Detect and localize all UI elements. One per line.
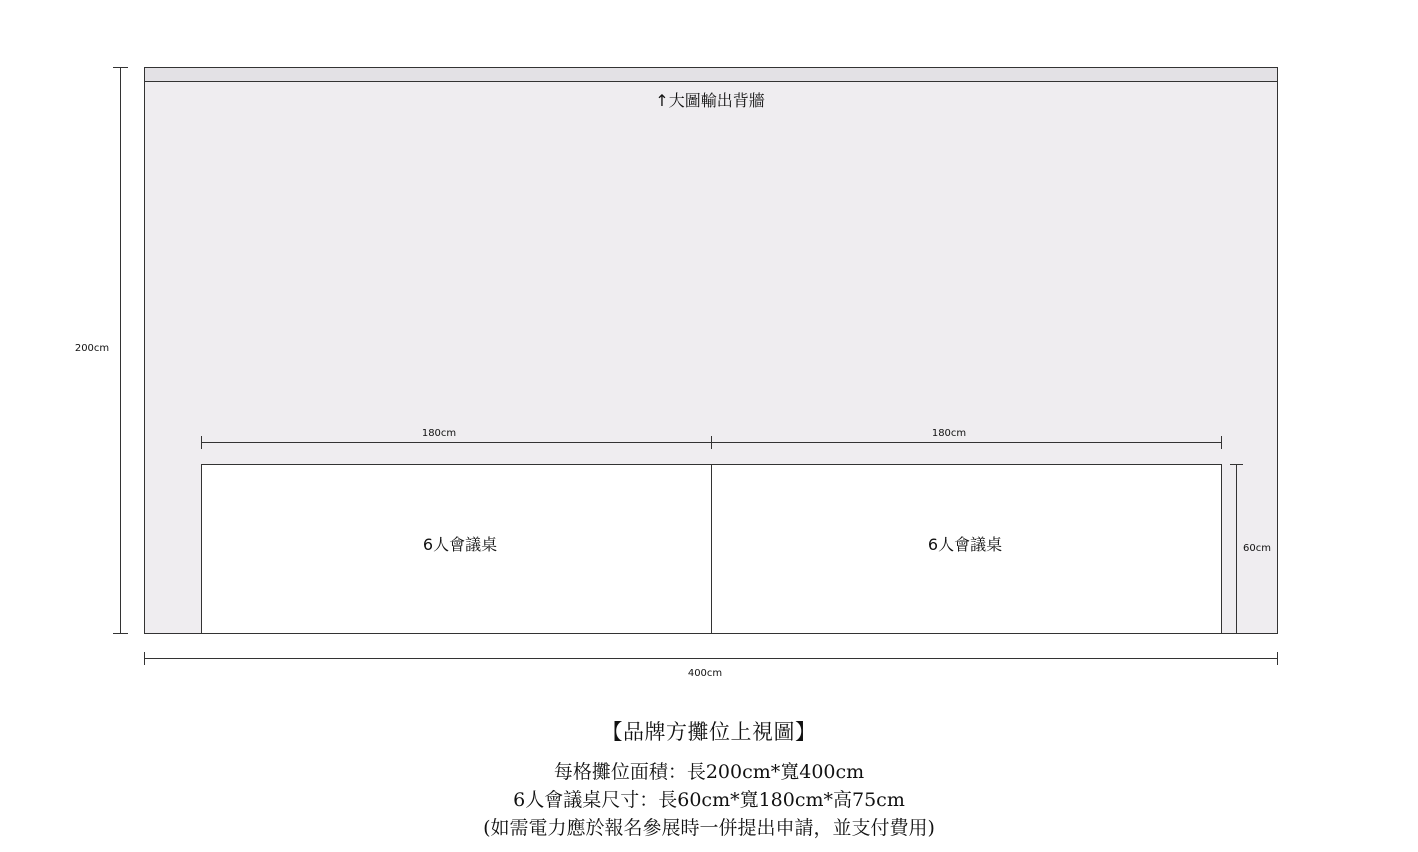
table-2-width-label: 180cm	[931, 428, 967, 439]
height-label: 200cm	[74, 343, 110, 354]
height-dimension	[113, 68, 128, 634]
backdrop-label: ↑大圖輸出背牆	[655, 91, 765, 110]
width-label: 400cm	[687, 668, 723, 679]
width-dimension	[145, 652, 1278, 665]
table-2-label: 6人會議桌	[927, 535, 1003, 554]
caption-booth-area: 每格攤位面積：長200cm*寬400cm	[553, 761, 865, 783]
caption-table-size: 6人會議桌尺寸：長60cm*寬180cm*高75cm	[513, 789, 905, 811]
table-1-label: 6人會議桌	[422, 535, 498, 554]
backdrop-wall	[145, 68, 1278, 82]
table-depth-label: 60cm	[1243, 543, 1271, 554]
caption-title: 【品牌方攤位上視圖】	[601, 720, 817, 744]
caption-power-note: (如需電力應於報名參展時一併提出申請，並支付費用)	[483, 817, 935, 839]
table-1-width-label: 180cm	[421, 428, 457, 439]
